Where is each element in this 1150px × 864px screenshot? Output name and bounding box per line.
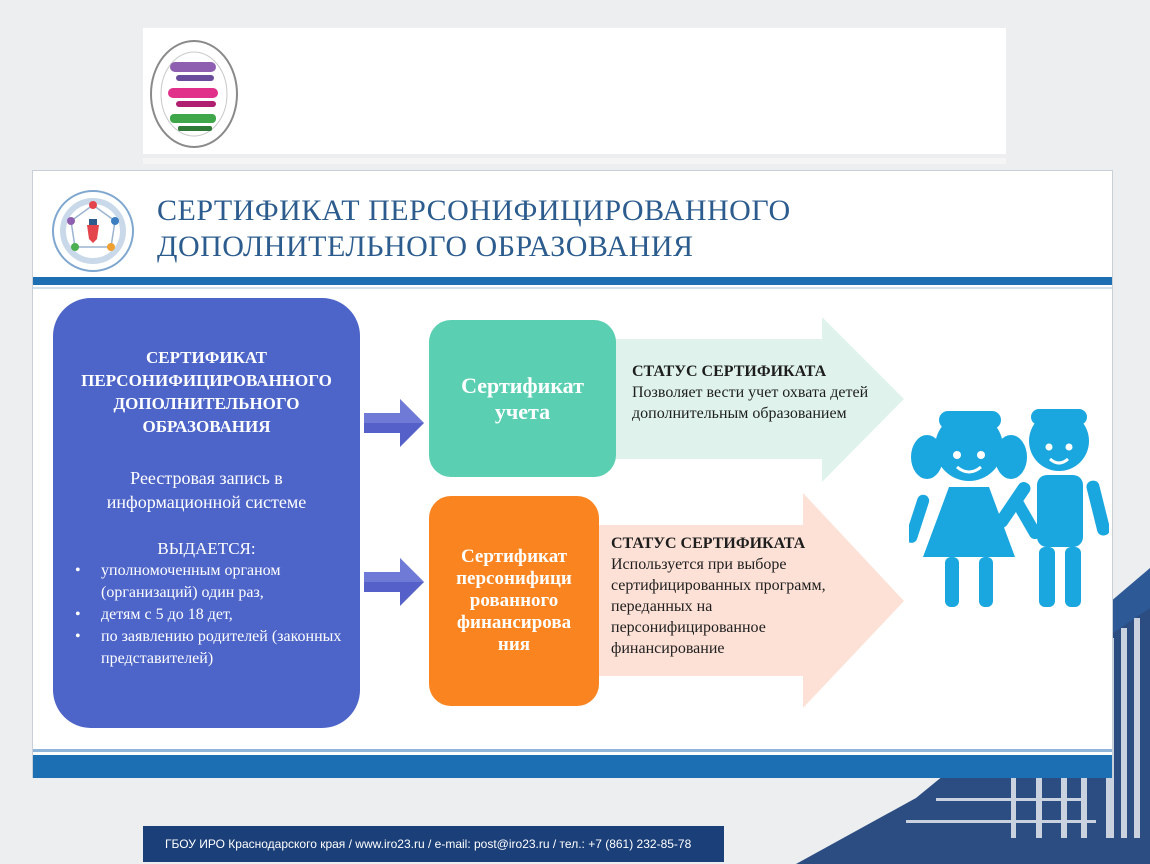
institute-logo-icon [148, 38, 240, 150]
title-divider-light [33, 287, 1112, 289]
network-logo-icon [51, 189, 135, 273]
financing-certificate-label: Сертификат персонифици рованного финансирова ния [456, 546, 572, 655]
slide-title-line-2: ДОПОЛНИТЕЛЬНОГО ОБРАЗОВАНИЯ [157, 230, 694, 263]
list-item: • по заявлению родителей (законных представителей) [75, 626, 345, 670]
footer-contacts-text: ГБОУ ИРО Краснодарского края / www.iro23.ru / e-mail: post@iro23.ru / тел.: +7 (861) 232-85-78 [165, 837, 692, 851]
issued-label: ВЫДАЕТСЯ: [157, 539, 256, 558]
header-band [143, 28, 1006, 154]
accounting-certificate-box [429, 320, 616, 477]
certificate-card-title: СЕРТИФИКАТ ПЕРСОНИФИЦИРОВАННОГО ДОПОЛНИТЕЛЬНОГО ОБРАЗОВАНИЯ [81, 348, 332, 436]
registry-record: Реестровая запись в информационной системе [106, 468, 307, 512]
list-item: • детям с 5 до 18 дет, [75, 604, 345, 626]
footer-contacts [143, 826, 724, 862]
slide [32, 170, 1113, 778]
financing-status-text: Используется при выборе сертифицированных программ, переданных на персонифицированное финансирование [611, 556, 826, 657]
accounting-certificate-label: Сертификат учета [461, 372, 584, 424]
title-divider [33, 277, 1112, 285]
slide-footer-band [33, 755, 1112, 778]
arrow-right-icon [364, 397, 424, 449]
arrow-right-icon [364, 556, 424, 608]
slide-title [157, 193, 1057, 265]
list-item: • уполномоченным органом (организаций) один раз, [75, 560, 345, 604]
slide-footer-divider [33, 749, 1112, 752]
certificate-card [53, 298, 360, 728]
financing-status-label: СТАТУС СЕРТИФИКАТА [611, 535, 806, 552]
accounting-status-text: Позволяет вести учет охвата детей дополнительным образованием [632, 384, 869, 422]
financing-status [611, 533, 851, 659]
slide-title-line-1: СЕРТИФИКАТ ПЕРСОНИФИЦИРОВАННОГО [157, 194, 791, 227]
financing-certificate-box [429, 496, 599, 706]
children-icon [909, 407, 1109, 617]
accounting-status-label: СТАТУС СЕРТИФИКАТА [632, 363, 827, 380]
accounting-status [632, 361, 892, 424]
issued-list [75, 560, 345, 670]
header-band-divider [143, 158, 1006, 164]
